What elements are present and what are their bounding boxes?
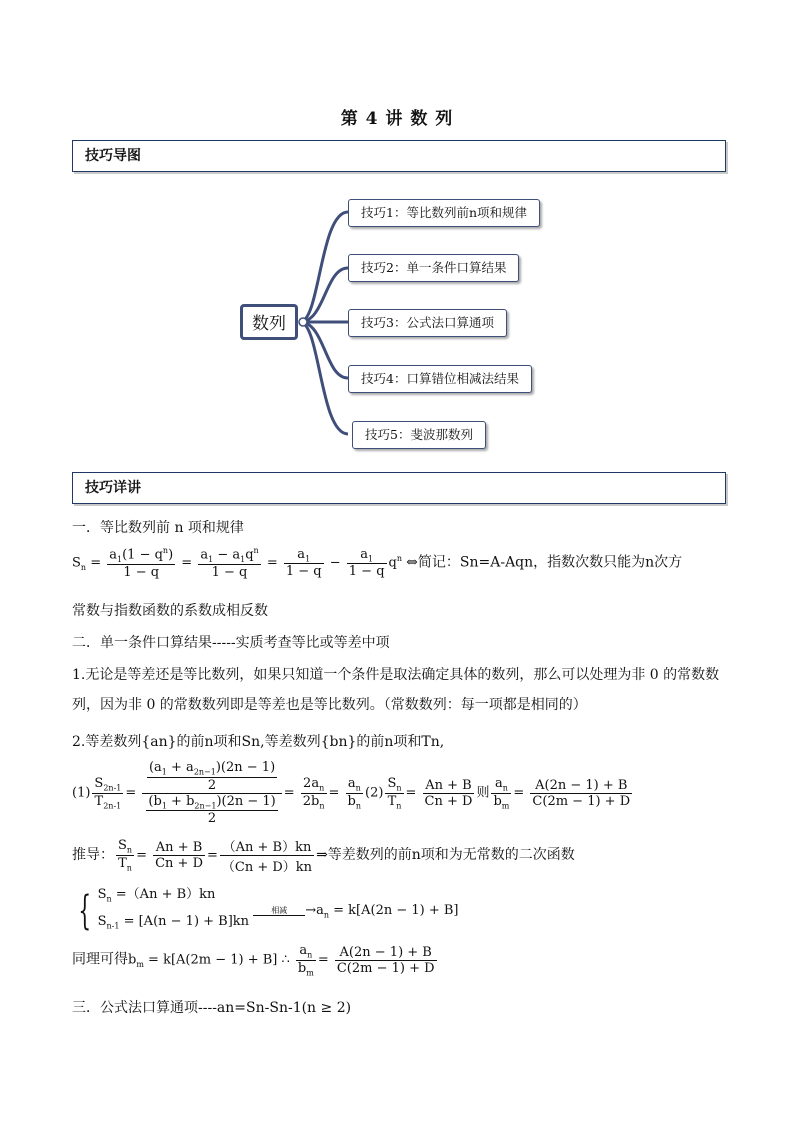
section-header-details: 技巧详讲 (72, 472, 726, 504)
derive-label: 推导： (72, 847, 114, 863)
heading-2: 二．单一条件口算结果-----实质考查等比或等差中项 (72, 635, 390, 651)
formula-note: ⇔简记：Sn=A-Aqn，指数次数只能为n次方 (406, 554, 683, 571)
formula-derivation: 推导： $\frac{S_n}{T_n}$ = $\frac{An + B}{Cn + D}$ = $\frac{(An + B)kn}{(Cn + D)kn}$ ⇒等差数列的前n项和为无常数的二次函数 (72, 836, 575, 875)
section-header-mindmap: 技巧导图 (72, 140, 726, 172)
formula-geometric-sum: $S_n$ = $\frac{a_1(1 - q^n)}{1 - q}$ = $\frac{a_1 - a_1q^n}{1 - q}$ = $\frac{a_1}{1 - q}$ − $\frac{a_1}{1 - q}$ $q^n$ ⇔简记：Sn=A-Aqn，指数次数只能为n次方 (72, 546, 683, 580)
mind-map (230, 190, 570, 460)
mind-map-leaf: 技巧2：单一条件口算结果 (348, 254, 519, 282)
mind-map-root: 数列 (240, 304, 298, 340)
mind-map-leaf: 技巧4：口算错位相减法结果 (348, 365, 532, 393)
mind-map-leaf: 技巧5：斐波那数列 (352, 421, 486, 449)
paragraph: 1.无论是等差还是等比数列，如果只知道一个条件是取法确定具体的数列，那么可以处理为非 0 的常数数 (72, 667, 720, 683)
mind-map-leaf: 技巧3：公式法口算通项 (348, 309, 507, 337)
formula-system: { $S_n =(An + B)kn$ $S_{n-1} = [A(n - 1) + B]kn$ 相减 $\to a_n = k[A(2n - 1) + B]$ (78, 887, 459, 934)
formula-conclusion: 同理可得$b_m = k[A(2m - 1) + B]$ ∴ $\frac{a_n}{b_m}$ = $\frac{A(2n - 1) + B}{C(2m - 1) + D}$ (72, 943, 435, 978)
same-label: 同理可得 (72, 951, 128, 968)
paragraph: 2.等差数列{an}的前n项和Sn,等差数列{bn}的前n项和Tn, (72, 734, 445, 750)
formula-ratio: (1) $\frac{S_{2n-1}}{T_{2n-1}}$ = $\frac{\frac{(a_1 + a_{2n-1})(2n - 1)}{2}}{\frac{(b_1 + b_{2n-1})(2n - 1)}{2}}$ = $\frac{2a_n}{2b_n}$ = $\frac{a_n}{b_n}$ (2) $\frac{S_n}{T_n}$ = $\frac{An + B}{Cn + D}$ 则 $\frac{a_n}{b_m}$ = $\frac{A(2n - 1) + B}{C(2m - 1) + D}$ (72, 760, 631, 827)
derive-note: ⇒等差数列的前n项和为无常数的二次函数 (316, 847, 575, 863)
paragraph: 列，因为非 0 的常数数列即是等差也是等比数列。（常数数列：每一项都是相同的） (72, 697, 587, 713)
mind-map-leaf: 技巧1：等比数列前n项和规律 (348, 199, 540, 227)
heading-1: 一．等比数列前 n 项和规律 (72, 520, 244, 536)
heading-3: 三．公式法口算通项----an=Sn-Sn-1(n ≥ 2) (72, 1000, 352, 1016)
paragraph: 常数与指数函数的系数成相反数 (72, 603, 268, 619)
arrow-label: 相减 (271, 906, 288, 916)
page-title: 第 4 讲 数 列 (340, 109, 454, 129)
